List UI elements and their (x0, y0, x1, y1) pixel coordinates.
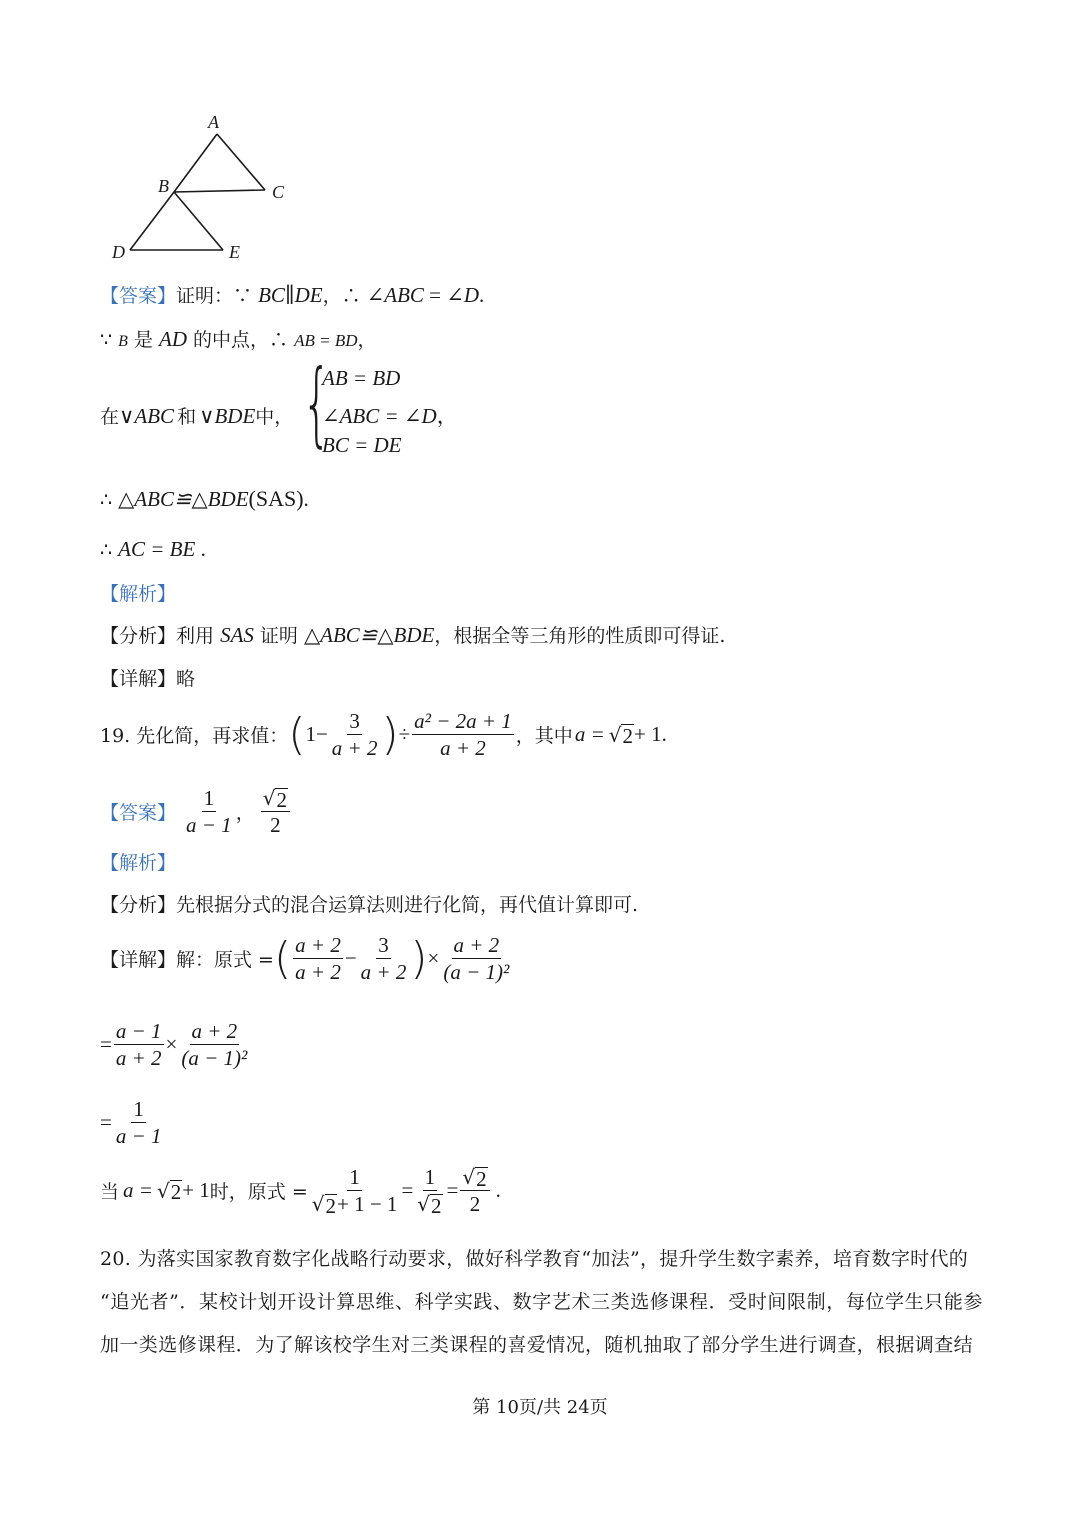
segment-ac (217, 134, 265, 190)
text-when: 当 (100, 1181, 120, 1204)
math-plus-1: + 1 (182, 1178, 210, 1203)
math-sas-italic: SAS (220, 623, 254, 647)
paren-left: ( (273, 932, 292, 984)
denominator: a − 1 (115, 1124, 162, 1149)
sqrt-2: √ 2 (311, 1192, 336, 1219)
sqrt-2: √ 2 (417, 1192, 442, 1219)
fraction (179, 1018, 249, 1072)
fraction-3-over-a2 (330, 708, 380, 762)
math-angle-d: ∠D (446, 283, 480, 307)
step-lead: 解：原式 = (176, 949, 274, 972)
period: . (195, 537, 206, 561)
system-eq-2-wrap (322, 400, 458, 430)
fraction (310, 1164, 400, 1218)
system-eq-3: BC = DE (322, 433, 402, 457)
minus-sign: − (344, 946, 357, 971)
answer-fraction-2 (261, 785, 290, 839)
numerator: 1 (131, 1096, 146, 1123)
q18-line5 (100, 537, 206, 562)
therefore-text: ，∴ (322, 285, 367, 307)
denominator: a + 2 (440, 736, 486, 761)
minus-sign: − (315, 722, 328, 747)
numerator: 3 (347, 708, 362, 735)
q18-jiexi: 【解析】 (100, 583, 177, 605)
sqrt-2: √ 2 (262, 786, 287, 812)
text-where: ，其中 (515, 725, 573, 748)
math-sas: (SAS) (248, 486, 304, 511)
math-b: B (118, 333, 128, 350)
q18-line4 (100, 486, 309, 512)
math-angle-abc: ∠ABC (366, 283, 424, 307)
math-one: 1 (305, 722, 316, 747)
therefore-sign: ∴ (100, 489, 119, 511)
text-zhong: 中， (255, 406, 294, 428)
equals-sign: = (401, 1178, 414, 1203)
q20-line-1: 20. 为落实国家教育数字化战略行动要求，做好科学教育“加法”，提升学生数字素养，培育数字时代的 (100, 1248, 969, 1270)
fenxi-tag: 【分析】 (100, 625, 177, 647)
system-brace: { (302, 350, 332, 457)
math-triangle-abc: ∨ABC (119, 404, 175, 428)
text-and: 和 (177, 406, 197, 428)
denominator: a − 1 (186, 813, 232, 838)
math-congruent: △ABC≌△BDE (118, 487, 249, 511)
q19-prompt-line (100, 708, 667, 762)
comma: ， (357, 329, 377, 351)
fraction (293, 932, 343, 986)
numerator: 1 (423, 1164, 438, 1191)
denominator: a + 2 (360, 960, 407, 985)
sqrt-2: √ 2 (608, 722, 633, 748)
q19-jiexi: 【解析】 (100, 852, 177, 874)
period: . (479, 283, 485, 307)
q18-fenxi (100, 621, 725, 648)
numerator: 1 (347, 1164, 362, 1191)
parallel-sign: ∥ (284, 283, 295, 307)
text-in: 在 (100, 406, 120, 428)
radicand: 2 (276, 787, 287, 812)
radicand: 2 (476, 1166, 487, 1191)
q19-answer-line (100, 785, 292, 839)
radicand: 2 (325, 1194, 336, 1219)
fraction (415, 1164, 444, 1218)
segment-bc (174, 190, 265, 192)
q19-step4 (100, 1164, 501, 1218)
fenxi-rest: ，根据全等三角形的性质即可得证. (434, 625, 726, 647)
denominator-rest: + 1 − 1 (337, 1192, 398, 1217)
fraction (114, 1018, 164, 1072)
triangle-figure (100, 110, 300, 270)
q18-line2 (100, 325, 377, 352)
fenxi-tag: 【分析】 (100, 894, 177, 916)
therefore-sign: ∴ (100, 539, 119, 561)
equals-sign: = (100, 1032, 112, 1057)
comma: ， (235, 802, 255, 825)
xiangjie-tag: 【详解】 (100, 668, 177, 690)
period: . (303, 487, 309, 511)
denominator: 2 (270, 813, 281, 838)
math-de: DE (294, 283, 323, 307)
text-is: 是 (127, 329, 160, 351)
math-bc: BC (258, 283, 285, 307)
denominator: a + 2 (295, 960, 341, 985)
fraction (359, 932, 409, 986)
label-d: D (112, 242, 125, 262)
paren-left: ( (288, 708, 306, 760)
text-prove: 证明 (253, 625, 304, 647)
numerator: a + 2 (190, 1018, 240, 1045)
q19-fenxi (100, 890, 638, 917)
q19-step2 (100, 1018, 251, 1072)
answer-tag: 【答案】 (100, 285, 177, 307)
math-a-eq: a = (123, 1178, 153, 1203)
times-sign: × (427, 946, 440, 971)
text-use: 利用 (176, 625, 221, 647)
system-eq-1: AB = BD (322, 366, 401, 390)
q18-xiangjie (100, 664, 195, 691)
fraction-quadratic (412, 708, 514, 762)
q19-step3 (100, 1096, 166, 1150)
denominator: a + 2 (115, 1046, 162, 1071)
segment-bd (130, 192, 174, 250)
answer-tag: 【答案】 (100, 802, 177, 825)
math-congruent: △ABC≌△BDE (303, 623, 435, 647)
numerator: a + 2 (293, 932, 343, 959)
math-ad: AD (159, 327, 188, 351)
label-e: E (229, 242, 240, 262)
radicand: 2 (170, 1179, 182, 1204)
denominator: (a − 1)² (443, 960, 510, 985)
segment-ab (174, 134, 217, 192)
label-b: B (158, 176, 169, 196)
math-ac-eq-be: AC = BE (118, 537, 196, 561)
divide-sign: ÷ (398, 722, 411, 747)
q20-line-3: 加一类选修课程．为了解该校学生对三类课程的喜爱情况，随机抽取了部分学生进行调查，根据调查结 (100, 1334, 974, 1356)
q20-line-2: “追光者”．某校计划开设计算思维、科学实践、数字艺术三类选修课程．受时间限制，每位学生只能参 (100, 1291, 984, 1313)
numerator: a + 2 (452, 932, 502, 959)
radicand: 2 (431, 1194, 442, 1219)
system-eq-2: ∠ABC = ∠D (322, 404, 437, 428)
paren-right: ) (381, 708, 399, 760)
numerator: 3 (376, 932, 391, 959)
fraction (441, 932, 511, 986)
radicand: 2 (622, 723, 633, 748)
paren-right: ) (410, 932, 428, 984)
sqrt-2: √ 2 (462, 1165, 487, 1191)
sqrt-2: √ 2 (156, 1178, 182, 1204)
equals-sign: = (100, 1110, 112, 1135)
q18-answer-line (100, 281, 484, 308)
page-footer: 第 10页/共 24页 (472, 1397, 608, 1418)
numerator: a − 1 (114, 1018, 164, 1045)
text-original: 时，原式 = (209, 1181, 308, 1204)
answer-fraction-1 (184, 785, 234, 839)
math-a-eq: a = (574, 722, 605, 747)
math-plus-1: + 1 (633, 722, 662, 747)
denominator: a + 2 (331, 736, 378, 761)
equals-sign: = (423, 283, 447, 307)
numerator: 1 (202, 785, 217, 812)
xiangjie-text: 略 (176, 668, 196, 690)
fraction (460, 1164, 489, 1218)
proof-start: 证明：∵ (176, 285, 259, 307)
label-a: A (208, 112, 219, 132)
system-comma: ， (436, 404, 458, 428)
period: . (495, 1178, 501, 1203)
text-midpoint: 的中点，∴ (187, 329, 295, 351)
segment-be (174, 192, 223, 250)
math-triangle-bde: ∨BDE (199, 404, 256, 428)
q19-step1 (100, 932, 513, 986)
fenxi-text: 先根据分式的混合运算法则进行化简，再代值计算即可. (176, 894, 639, 916)
label-c: C (272, 182, 285, 202)
equals-sign: = (446, 1178, 459, 1203)
fraction (114, 1096, 164, 1150)
times-sign: × (165, 1032, 178, 1057)
q19-prompt: 19. 先化简，再求值： (100, 725, 289, 748)
numerator: a² − 2a + 1 (412, 708, 514, 735)
period: . (661, 722, 667, 747)
denominator: (a − 1)² (181, 1046, 248, 1071)
because-sign: ∵ (100, 329, 119, 351)
xiangjie-tag: 【详解】 (100, 949, 177, 972)
q18-line3 (100, 402, 293, 429)
denominator: 2 (469, 1192, 481, 1217)
math-ab-eq-bd: AB = BD (294, 331, 358, 350)
